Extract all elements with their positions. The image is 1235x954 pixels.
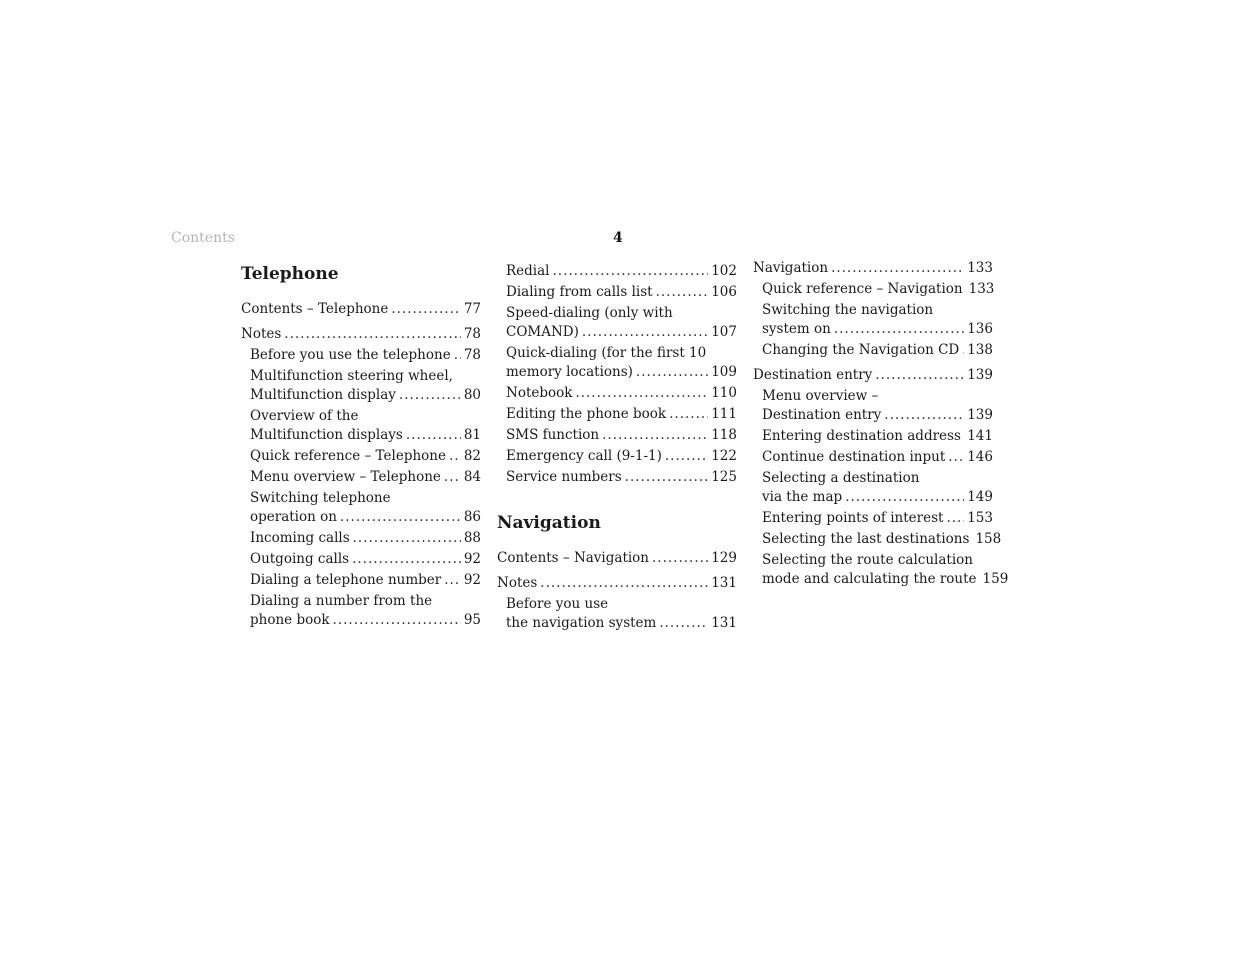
- entry-title: Entering destination address: [762, 428, 961, 444]
- leader-dots: [582, 323, 708, 342]
- leader-dots: [636, 363, 708, 382]
- toc-entry[interactable]: [762, 530, 1002, 549]
- entry-title: COMAND): [506, 324, 579, 340]
- entry-title: Selecting the last destinations: [762, 531, 970, 547]
- running-header-label: Contents: [171, 230, 235, 246]
- toc-entry[interactable]: [250, 407, 481, 445]
- entry-title: Navigation: [753, 260, 829, 276]
- leader-dots: [884, 406, 964, 425]
- entry-title: Multifunction displays: [250, 427, 403, 443]
- leader-dots: [540, 574, 708, 593]
- toc-entry[interactable]: [241, 300, 481, 319]
- entry-title: Quick reference – Telephone: [250, 448, 446, 464]
- entry-page: 129: [711, 550, 737, 566]
- leader-dots: [669, 405, 708, 424]
- toc-entry[interactable]: [506, 283, 737, 302]
- entry-title: the navigation system: [506, 615, 657, 631]
- entry-page: 95: [463, 612, 481, 628]
- entry-page: 122: [711, 448, 737, 464]
- entry-page: 131: [711, 575, 737, 591]
- leader-dots: [353, 529, 461, 548]
- entry-title-line1: Selecting the route calculation: [762, 552, 973, 568]
- leader-dots: [831, 259, 964, 278]
- entry-page: 84: [463, 469, 481, 485]
- leader-dots: [875, 366, 964, 385]
- leader-dots: [284, 325, 461, 344]
- entry-page: 136: [967, 321, 993, 337]
- entry-title: Editing the phone book: [506, 406, 667, 422]
- entry-title: SMS function: [506, 427, 600, 443]
- toc-entry[interactable]: [753, 366, 993, 385]
- leader-dots: [454, 346, 461, 365]
- entry-page: 77: [463, 301, 481, 317]
- toc-entry[interactable]: [250, 468, 481, 487]
- entry-title: Service numbers: [506, 469, 622, 485]
- entry-title: Menu overview – Telephone: [250, 469, 441, 485]
- toc-entry[interactable]: [506, 447, 737, 466]
- entry-title: Continue destination input: [762, 449, 946, 465]
- toc-entry[interactable]: [762, 427, 993, 446]
- entry-page: 125: [711, 469, 737, 485]
- entry-title-line1: Switching telephone: [250, 490, 391, 506]
- entry-title: operation on: [250, 509, 337, 525]
- entry-title-line1: Multifunction steering wheel,: [250, 368, 453, 384]
- toc-entry[interactable]: [506, 384, 737, 403]
- leader-dots: [575, 384, 708, 403]
- toc-entry[interactable]: [497, 574, 737, 593]
- entry-title: system on: [762, 321, 831, 337]
- entry-page: 109: [711, 364, 737, 380]
- toc-entry[interactable]: [506, 426, 737, 445]
- entry-title: Changing the Navigation CD: [762, 342, 960, 358]
- entry-title: Contents – Navigation: [497, 550, 650, 566]
- entry-title: Outgoing calls: [250, 551, 350, 567]
- entry-page: 80: [463, 387, 481, 403]
- toc-entry[interactable]: [762, 448, 993, 467]
- leader-dots: [340, 508, 461, 527]
- entry-page: 141: [967, 428, 993, 444]
- toc-entry[interactable]: [762, 551, 1009, 589]
- entry-page: 118: [711, 427, 737, 443]
- leader-dots: [399, 386, 461, 405]
- toc-entry[interactable]: [762, 509, 993, 528]
- entry-page: 81: [463, 427, 481, 443]
- entry-title-line1: Overview of the: [250, 408, 359, 424]
- entry-page: 149: [967, 489, 993, 505]
- leader-dots: [845, 488, 964, 507]
- toc-entry[interactable]: [506, 262, 737, 281]
- leader-dots: [444, 571, 461, 590]
- leader-dots: [665, 447, 708, 466]
- entry-title-line1: Selecting a destination: [762, 470, 920, 486]
- toc-column-1: [241, 262, 481, 632]
- section-title-telephone: Telephone: [241, 264, 339, 284]
- toc-entry[interactable]: [506, 405, 737, 424]
- entry-page: 111: [711, 406, 737, 422]
- toc-entry[interactable]: [762, 280, 993, 299]
- toc-entry[interactable]: [506, 468, 737, 487]
- leader-dots: [962, 341, 964, 360]
- entry-page: 106: [711, 284, 737, 300]
- toc-entry[interactable]: [250, 346, 481, 365]
- entry-page: 88: [463, 530, 481, 546]
- entry-title: Destination entry: [762, 407, 882, 423]
- entry-page: 82: [463, 448, 481, 464]
- toc-entry[interactable]: [250, 529, 481, 548]
- entry-page: 139: [967, 367, 993, 383]
- entry-page: 139: [967, 407, 993, 423]
- toc-entry[interactable]: [762, 341, 993, 360]
- leader-dots: [391, 300, 460, 319]
- entry-page: 133: [968, 281, 995, 297]
- entry-title-line1: Before you use: [506, 596, 609, 612]
- toc-entry[interactable]: [762, 469, 993, 507]
- entry-page: 138: [967, 342, 993, 358]
- entry-title-line1: Menu overview –: [762, 388, 879, 404]
- entry-page: 78: [463, 326, 481, 342]
- leader-dots: [449, 447, 461, 466]
- entry-title: Redial: [506, 263, 550, 279]
- toc-entry[interactable]: [497, 549, 737, 568]
- entry-title: phone book: [250, 612, 330, 628]
- entry-title: via the map: [762, 489, 843, 505]
- entry-page: 146: [967, 449, 993, 465]
- leader-dots: [946, 509, 964, 528]
- entry-title: Notes: [497, 575, 538, 591]
- entry-title: Notebook: [506, 385, 573, 401]
- entry-title: Dialing from calls list: [506, 284, 653, 300]
- toc-entry[interactable]: [762, 301, 993, 339]
- toc-column-3: [753, 259, 1009, 591]
- entry-title: mode and calculating the route: [762, 571, 977, 587]
- entry-page: 78: [463, 347, 481, 363]
- leader-dots: [625, 468, 709, 487]
- entry-page: 158: [975, 531, 1002, 547]
- leader-dots: [444, 468, 461, 487]
- entry-title-line1: Quick-dialing (for the first 10: [506, 345, 707, 361]
- page-number: 4: [613, 230, 623, 246]
- leader-dots: [948, 448, 964, 467]
- leader-dots: [406, 426, 461, 445]
- toc-entry[interactable]: [250, 367, 481, 405]
- entry-title: Emergency call (9-1-1): [506, 448, 662, 464]
- entry-title: Incoming calls: [250, 530, 350, 546]
- entry-title: Quick reference – Navigation: [762, 281, 963, 297]
- entry-title-line1: Speed-dialing (only with: [506, 305, 673, 321]
- toc-entry[interactable]: [250, 447, 481, 466]
- entry-page: 92: [463, 572, 481, 588]
- entry-page: 131: [711, 615, 737, 631]
- entry-title: memory locations): [506, 364, 633, 380]
- toc-entry[interactable]: [506, 344, 737, 382]
- toc-column-2: [497, 262, 737, 635]
- entry-title: Before you use the telephone: [250, 347, 451, 363]
- entry-title: Notes: [241, 326, 282, 342]
- entry-page: 153: [967, 510, 993, 526]
- entry-page: 102: [711, 263, 737, 279]
- toc-entry[interactable]: [250, 550, 481, 569]
- leader-dots: [834, 320, 964, 339]
- toc-entry[interactable]: [762, 387, 993, 425]
- entry-page: 86: [463, 509, 481, 525]
- entry-page: 159: [982, 571, 1009, 587]
- leader-dots: [352, 550, 461, 569]
- leader-dots: [659, 614, 708, 633]
- entry-title: Dialing a telephone number: [250, 572, 442, 588]
- entry-title: Contents – Telephone: [241, 301, 389, 317]
- entry-page: 107: [711, 324, 737, 340]
- leader-dots: [333, 611, 461, 630]
- leader-dots: [552, 262, 708, 281]
- toc-entry[interactable]: [250, 592, 481, 630]
- entry-title: Multifunction display: [250, 387, 396, 403]
- toc-entry[interactable]: [250, 571, 481, 590]
- entry-page: 110: [711, 385, 737, 401]
- leader-dots: [656, 283, 709, 302]
- entry-title-line1: Dialing a number from the: [250, 593, 433, 609]
- leader-dots: [652, 549, 708, 568]
- entry-title: Destination entry: [753, 367, 873, 383]
- toc-entry[interactable]: [250, 489, 481, 527]
- entry-page: 92: [463, 551, 481, 567]
- toc-entry[interactable]: [241, 325, 481, 344]
- toc-entry[interactable]: [753, 259, 993, 278]
- toc-entry[interactable]: [506, 595, 737, 633]
- toc-entry[interactable]: [506, 304, 737, 342]
- section-title-navigation: Navigation: [497, 513, 601, 533]
- leader-dots: [602, 426, 708, 445]
- entry-title-line1: Switching the navigation: [762, 302, 934, 318]
- entry-title: Entering points of interest: [762, 510, 944, 526]
- entry-page: 133: [967, 260, 993, 276]
